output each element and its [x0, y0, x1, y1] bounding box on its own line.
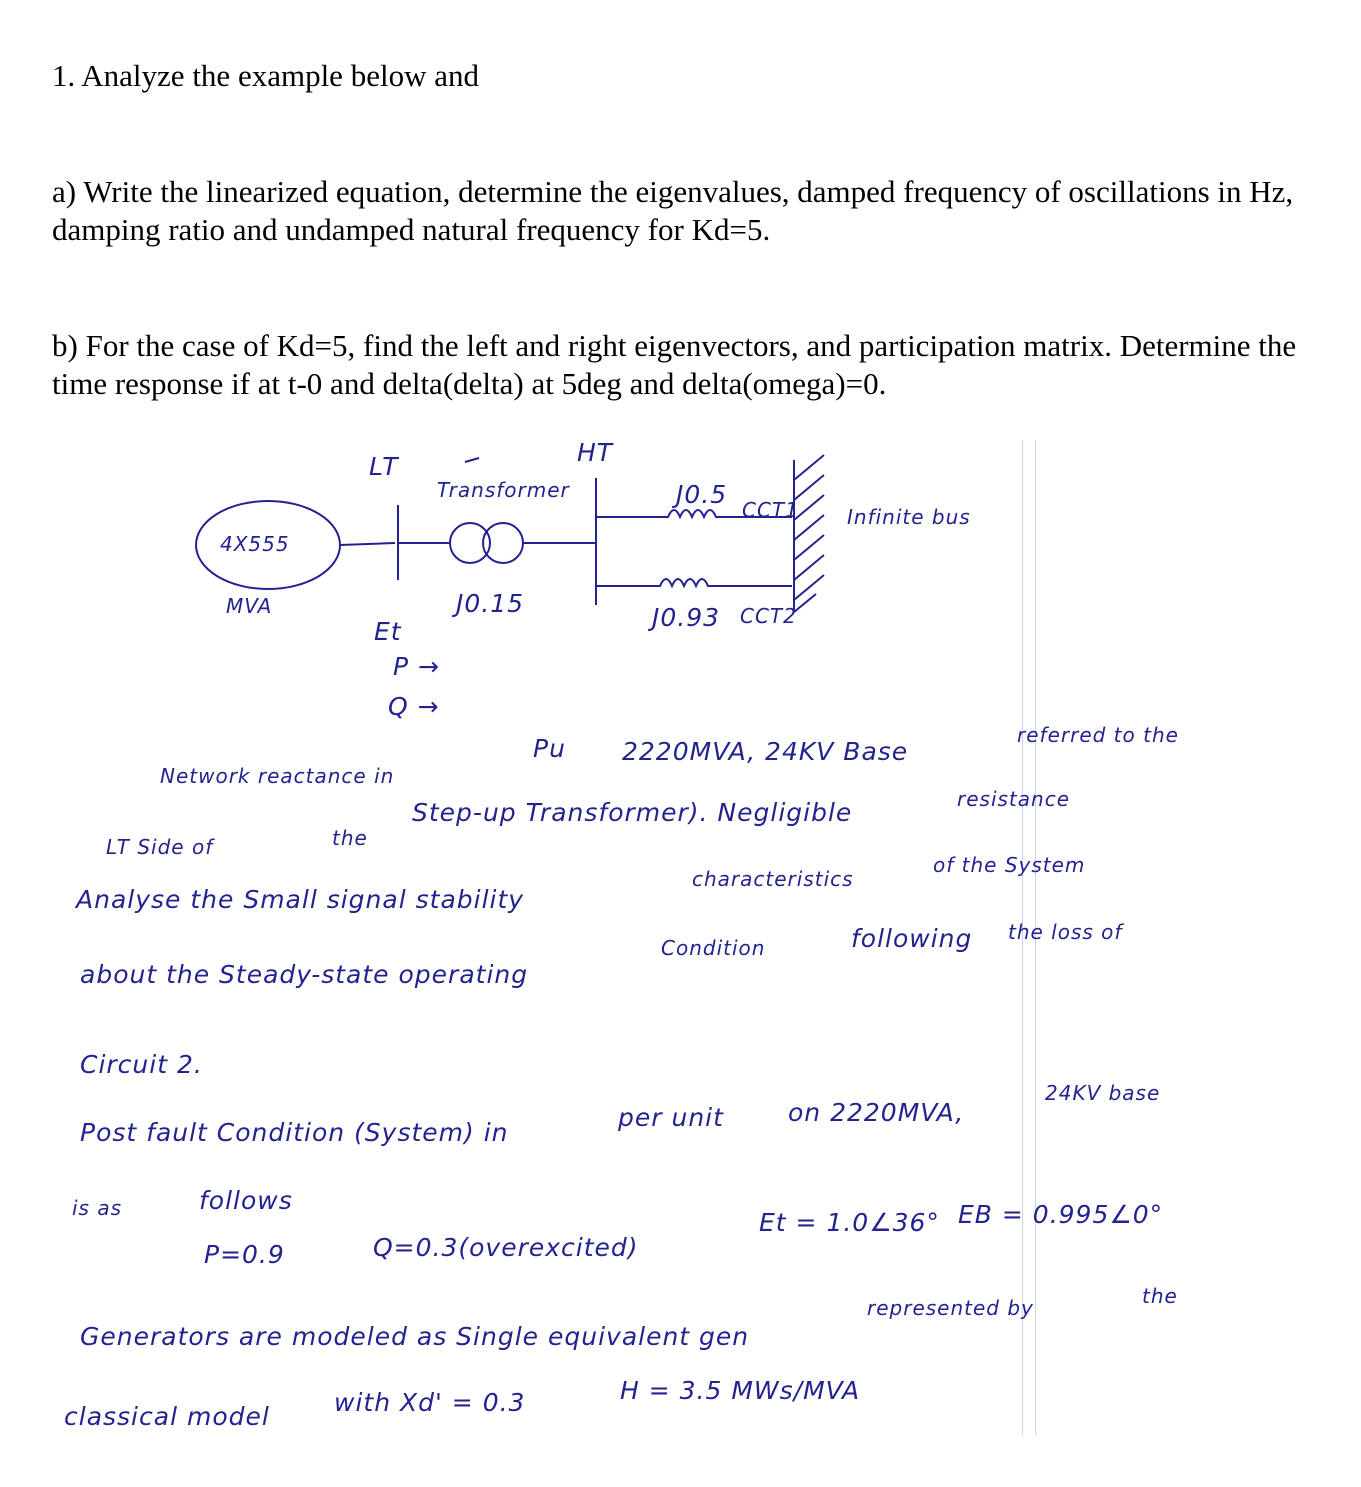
note-xd: with Xd' = 0.3 — [334, 1388, 526, 1417]
label-cct2: CCT2 — [740, 604, 797, 628]
note-kv-base: 24KV base — [1045, 1081, 1161, 1105]
note-condition: Condition — [661, 936, 766, 960]
note-the: the — [332, 826, 368, 850]
note-characteristics: characteristics — [692, 867, 854, 891]
note-generators: Generators are modeled as Single equivalent gen — [80, 1322, 750, 1351]
note-represented-by: represented by — [867, 1296, 1034, 1320]
note-is-as: is as — [72, 1196, 123, 1220]
note-h-value: H = 3.5 MWs/MVA — [620, 1376, 861, 1405]
question-part-a: a) Write the linearized equation, determine the eigenvalues, damped frequency of oscillations in Hz, damping ratio and undamped natural frequency for Kd=5. — [52, 174, 1294, 247]
label-mva: MVA — [226, 594, 273, 618]
label-infinite-bus: Infinite bus — [847, 505, 971, 529]
note-eb-value: EB = 0.995∠0° — [958, 1200, 1164, 1229]
note-resistance: resistance — [957, 787, 1070, 811]
label-j093: J0.93 — [652, 603, 721, 632]
question-intro: 1. Analyze the example below and — [52, 58, 479, 93]
note-post-fault: Post fault Condition (System) in — [80, 1118, 509, 1147]
label-transformer: Transformer — [437, 478, 570, 502]
note-the-2: the — [1142, 1284, 1178, 1308]
note-about: about the Steady-state operating — [80, 960, 529, 989]
label-ht: HT — [577, 438, 614, 467]
note-base: 2220MVA, 24KV Base — [622, 737, 909, 766]
label-p-arrow: P → — [393, 652, 440, 681]
question-part-b: b) For the case of Kd=5, find the left and right eigenvectors, and participation matrix. Determine the time response if at t-0 and delta(delta) at 5deg and delta(omega)=0. — [52, 328, 1297, 401]
note-follows: follows — [199, 1186, 293, 1215]
note-per-unit: per unit — [618, 1103, 724, 1132]
note-following: following — [851, 924, 973, 953]
generator-lead — [340, 543, 395, 545]
label-generator: 4X555 — [220, 532, 290, 556]
note-of-system: of the System — [933, 853, 1086, 877]
label-q-arrow: Q → — [388, 692, 440, 721]
note-classical-model: classical model — [64, 1402, 270, 1431]
infinite-bus-hatching — [794, 455, 824, 612]
note-et-value: Et = 1.0∠36° — [759, 1208, 940, 1237]
note-network-reactance: Network reactance in — [160, 764, 395, 788]
transformer-mark — [465, 458, 479, 462]
note-referred: referred to the — [1017, 723, 1179, 747]
circuit-2-line — [596, 579, 792, 586]
note-q-value: Q=0.3(overexcited) — [373, 1233, 639, 1262]
note-on-mva: on 2220MVA, — [788, 1098, 965, 1127]
note-pu: Pu — [533, 734, 566, 763]
label-et: Et — [374, 617, 402, 646]
label-j05: J0.5 — [676, 480, 728, 509]
note-loss-of: the loss of — [1008, 920, 1123, 944]
label-j015: J0.15 — [456, 589, 525, 618]
note-circuit-2: Circuit 2. — [80, 1050, 203, 1079]
note-analyse: Analyse the Small signal stability — [76, 885, 525, 914]
note-step-up: Step-up Transformer). Negligible — [412, 798, 853, 827]
note-lt-side: LT Side of — [106, 835, 214, 859]
note-p-value: P=0.9 — [204, 1240, 285, 1269]
label-lt: LT — [369, 452, 399, 481]
label-cct1: CCT1 — [742, 498, 799, 522]
